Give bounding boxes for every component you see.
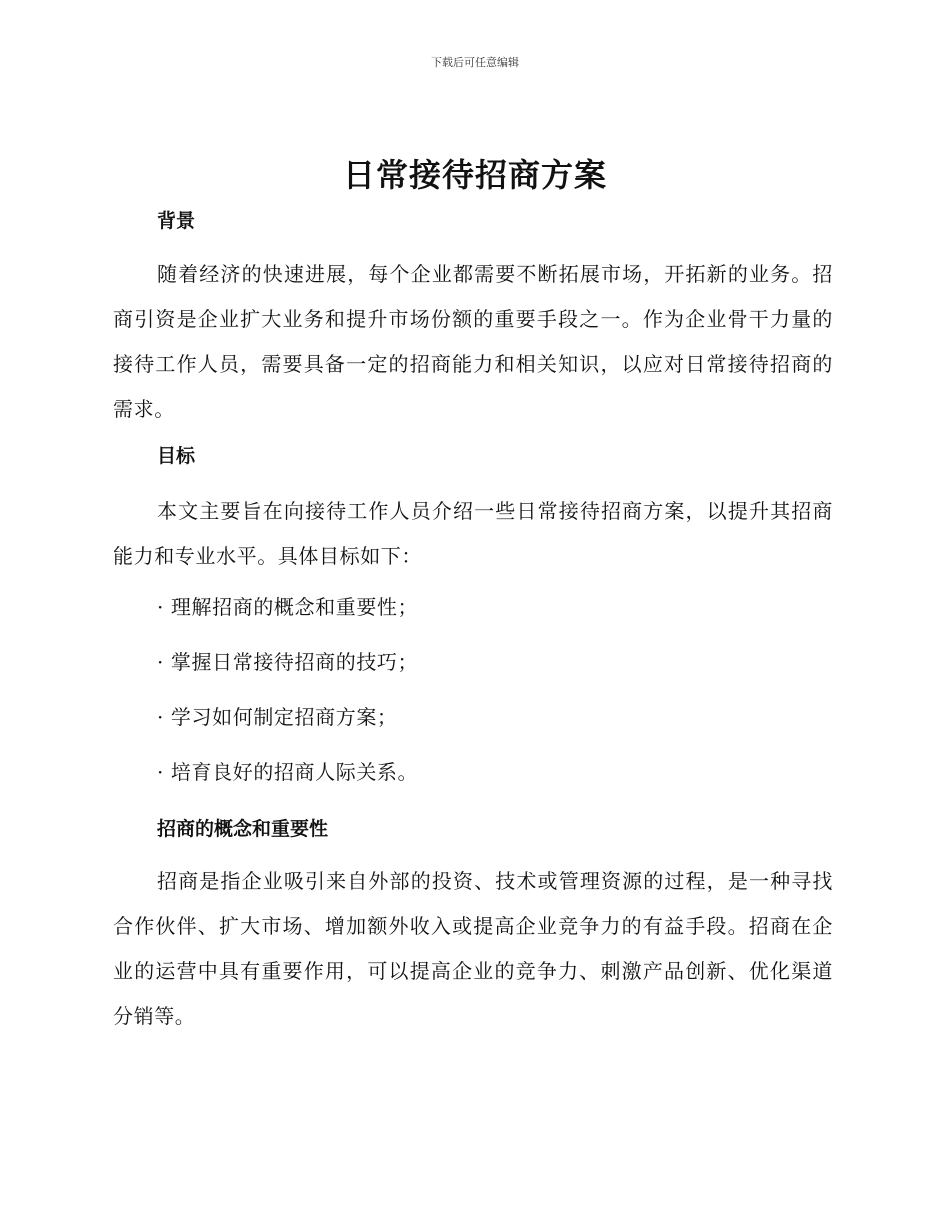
list-item: · 掌握日常接待招商的技巧；	[157, 650, 419, 674]
heading-concept: 招商的概念和重要性	[157, 818, 329, 840]
list-item: · 理解招商的概念和重要性；	[157, 595, 419, 619]
paragraph-concept: 招商是指企业吸引来自外部的投资、技术或管理资源的过程，是一种寻找合作伙伴、扩大市场、增加额外收入或提高企业竞争力的有益手段。招商在企业的运营中具有重要作用，可以提高企业的竞争力、刺激产品创新、优化渠道分销等。	[113, 869, 833, 1028]
paragraph-goals: 本文主要旨在向接待工作人员介绍一些日常接待招商方案，以提升其招商能力和专业水平。具体目标如下：	[113, 499, 833, 568]
section-goals	[113, 443, 833, 469]
list-item: · 培育良好的招商人际关系。	[157, 760, 419, 784]
section-background-body	[113, 252, 833, 432]
goal-bullet-4-wrap	[113, 759, 833, 785]
section-concept-body	[113, 859, 833, 1039]
section-goals-body	[113, 489, 833, 579]
heading-background: 背景	[157, 210, 196, 232]
paragraph-background: 随着经济的快速进展，每个企业都需要不断拓展市场，开拓新的业务。招商引资是企业扩大业务和提升市场份额的重要手段之一。作为企业骨干力量的接待工作人员，需要具备一定的招商能力和相关知识，以应对日常接待招商的需求。	[113, 262, 833, 421]
goal-bullet-1-wrap	[113, 594, 833, 620]
header-note: 下载后可任意编辑	[431, 56, 519, 69]
section-concept	[113, 816, 833, 842]
goal-bullet-3-wrap	[113, 704, 833, 730]
goal-bullet-2-wrap	[113, 649, 833, 675]
section-background	[113, 208, 833, 234]
document-title: 日常接待招商方案	[342, 156, 607, 194]
heading-goals: 目标	[157, 445, 196, 467]
list-item: · 学习如何制定招商方案；	[157, 705, 398, 729]
